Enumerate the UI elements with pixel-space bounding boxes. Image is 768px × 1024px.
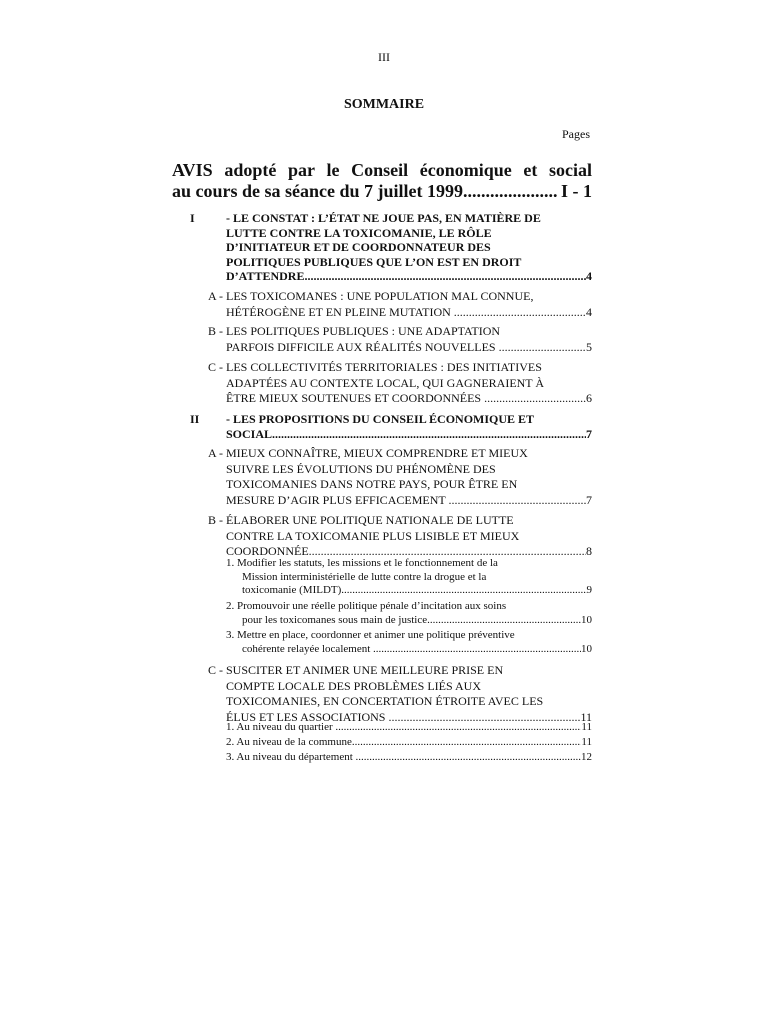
avis-line-2 bbox=[172, 181, 592, 202]
toc-line: 3. Au niveau du département bbox=[226, 751, 356, 763]
toc-line: LUTTE CONTRE LA TOXICOMANIE, LE RÔLE bbox=[226, 225, 492, 240]
toc-subsection-1b[interactable] bbox=[208, 324, 592, 355]
toc-line: - LE CONSTAT : L’ÉTAT NE JOUE PAS, EN MATIÈRE DE bbox=[226, 211, 541, 225]
section-number: II bbox=[190, 412, 200, 426]
toc-line: CONTRE LA TOXICOMANIE PLUS LISIBLE ET MIEUX bbox=[226, 528, 520, 543]
toc-line: ÉLUS ET LES ASSOCIATIONS bbox=[226, 709, 389, 724]
toc-line: MESURE D’AGIR PLUS EFFICACEMENT bbox=[226, 492, 449, 507]
toc-line: 1. Modifier les statuts, les missions et le fonctionnement de la bbox=[226, 557, 498, 569]
avis-page: I - 1 bbox=[556, 181, 592, 201]
toc-line: Mission interministérielle de lutte contre la drogue et la bbox=[242, 570, 487, 583]
toc-line: SOCIAL bbox=[226, 426, 273, 441]
subsection-letter: B - bbox=[208, 324, 223, 338]
avis-word: par bbox=[287, 160, 315, 180]
toc-line: TOXICOMANIES DANS NOTRE PAYS, POUR ÊTRE EN bbox=[226, 477, 518, 491]
leader-dots bbox=[335, 721, 581, 735]
page-ref: 10 bbox=[581, 642, 592, 655]
page-ref: 11 bbox=[581, 721, 592, 733]
avis-line-1 bbox=[172, 160, 592, 181]
leader-dots bbox=[463, 181, 556, 202]
toc-line: ADAPTÉES AU CONTEXTE LOCAL, QUI GAGNERAIENT À bbox=[226, 375, 545, 390]
toc-line: 2. Au niveau de la commune bbox=[226, 736, 352, 748]
page-ref: 12 bbox=[581, 751, 592, 763]
avis-word: le bbox=[326, 160, 340, 180]
toc-line: LES TOXICOMANES : UNE POPULATION MAL CONNUE, bbox=[226, 289, 534, 303]
avis-word: AVIS bbox=[172, 160, 213, 180]
page-ref: 7 bbox=[586, 426, 592, 441]
toc-line: HÉTÉROGÈNE ET EN PLEINE MUTATION bbox=[226, 304, 454, 319]
leader-dots bbox=[373, 643, 581, 657]
subsection-letter: A - bbox=[208, 289, 223, 303]
toc-line: D’ATTENDRE bbox=[226, 269, 305, 283]
toc-section-2[interactable] bbox=[190, 412, 592, 441]
toc-line: toxicomanie (MILDT) bbox=[242, 584, 342, 596]
toc-line: LES POLITIQUES PUBLIQUES : UNE ADAPTATION bbox=[226, 324, 501, 338]
toc-line: 2. Promouvoir une réelle politique pénale d’incitation aux soins bbox=[226, 600, 507, 612]
toc-subsection-2b[interactable] bbox=[208, 513, 592, 560]
toc-line: ÉLABORER UNE POLITIQUE NATIONALE DE LUTTE bbox=[226, 513, 514, 527]
avis-word: économique bbox=[419, 160, 512, 180]
page-ref: 11 bbox=[581, 736, 592, 748]
page-number: III bbox=[378, 50, 390, 64]
toc-subsection-2c[interactable] bbox=[208, 663, 592, 725]
leader-dots bbox=[448, 493, 586, 509]
toc-line: LES COLLECTIVITÉS TERRITORIALES : DES INITIATIVES bbox=[226, 360, 542, 374]
toc-subsection-1a[interactable] bbox=[208, 289, 592, 320]
leader-dots bbox=[352, 736, 582, 750]
toc-subsection-1c[interactable] bbox=[208, 360, 592, 407]
toc-item-2b2[interactable] bbox=[226, 600, 592, 627]
toc-subsection-2a[interactable] bbox=[208, 446, 592, 508]
subsection-letter: C - bbox=[208, 360, 223, 374]
subsection-letter: C - bbox=[208, 663, 223, 677]
page-title: SOMMAIRE bbox=[343, 97, 425, 112]
page-ref: 10 bbox=[581, 613, 592, 626]
avis-text: au cours de sa séance du 7 juillet 1999 bbox=[172, 181, 464, 201]
toc-line: TOXICOMANIES, EN CONCERTATION ÉTROITE AVEC LES bbox=[226, 694, 544, 708]
toc-line: 3. Mettre en place, coordonner et animer une politique préventive bbox=[226, 629, 515, 641]
section-number: I bbox=[190, 211, 195, 225]
toc-item-2b1[interactable] bbox=[226, 557, 592, 598]
avis-word: et bbox=[523, 160, 538, 180]
avis-entry[interactable] bbox=[172, 160, 592, 202]
page-ref: 8 bbox=[586, 544, 592, 558]
leader-dots bbox=[272, 427, 586, 442]
leader-dots bbox=[341, 584, 586, 598]
leader-dots bbox=[454, 305, 586, 321]
page-ref: 11 bbox=[580, 709, 592, 724]
toc-line: SUSCITER ET ANIMER UNE MEILLEURE PRISE EN bbox=[226, 663, 504, 677]
avis-word: adopté bbox=[224, 160, 277, 180]
toc-line: SUIVRE LES ÉVOLUTIONS DU PHÉNOMÈNE DES bbox=[226, 461, 496, 476]
subsection-letter: B - bbox=[208, 513, 223, 527]
toc-line: MIEUX CONNAÎTRE, MIEUX COMPRENDRE ET MIEUX bbox=[226, 446, 528, 460]
avis-word: Conseil bbox=[351, 160, 409, 180]
toc-item-2c1[interactable] bbox=[226, 721, 592, 735]
leader-dots bbox=[356, 751, 581, 765]
toc-line: - LES PROPOSITIONS DU CONSEIL ÉCONOMIQUE ET bbox=[226, 412, 535, 426]
page-ref: 9 bbox=[586, 584, 592, 596]
toc-line: pour les toxicomanes sous main de justice bbox=[242, 613, 428, 626]
page-ref: 7 bbox=[586, 492, 592, 507]
toc-section-1[interactable] bbox=[190, 211, 592, 284]
toc-line: COMPTE LOCALE DES PROBLÈMES LIÉS AUX bbox=[226, 678, 482, 693]
toc-line: cohérente relayée localement bbox=[242, 642, 374, 655]
toc-item-2b3[interactable] bbox=[226, 629, 592, 656]
leader-dots bbox=[427, 614, 581, 628]
toc-item-2c2[interactable] bbox=[226, 736, 592, 750]
toc-line: ÊTRE MIEUX SOUTENUES ET COORDONNÉES bbox=[226, 391, 485, 405]
page-ref: 5 bbox=[586, 339, 592, 354]
avis-word: social bbox=[548, 160, 592, 180]
leader-dots bbox=[499, 340, 586, 356]
subsection-letter: A - bbox=[208, 446, 223, 460]
toc-line: 1. Au niveau du quartier bbox=[226, 721, 336, 733]
page-ref: 4 bbox=[586, 304, 592, 319]
leader-dots bbox=[484, 391, 586, 407]
leader-dots bbox=[304, 269, 586, 284]
toc-line: POLITIQUES PUBLIQUES QUE L’ON EST EN DROIT bbox=[226, 254, 522, 269]
toc-item-2c3[interactable] bbox=[226, 751, 592, 765]
toc-line: D’INITIATEUR ET DE COORDONNATEUR DES bbox=[226, 240, 491, 254]
page-ref: 4 bbox=[586, 269, 592, 283]
pages-column-label: Pages bbox=[562, 127, 590, 141]
page-ref: 6 bbox=[586, 391, 592, 405]
toc-line: COORDONNÉE bbox=[226, 544, 309, 558]
toc-line: PARFOIS DIFFICILE AUX RÉALITÉS NOUVELLES bbox=[226, 339, 499, 354]
